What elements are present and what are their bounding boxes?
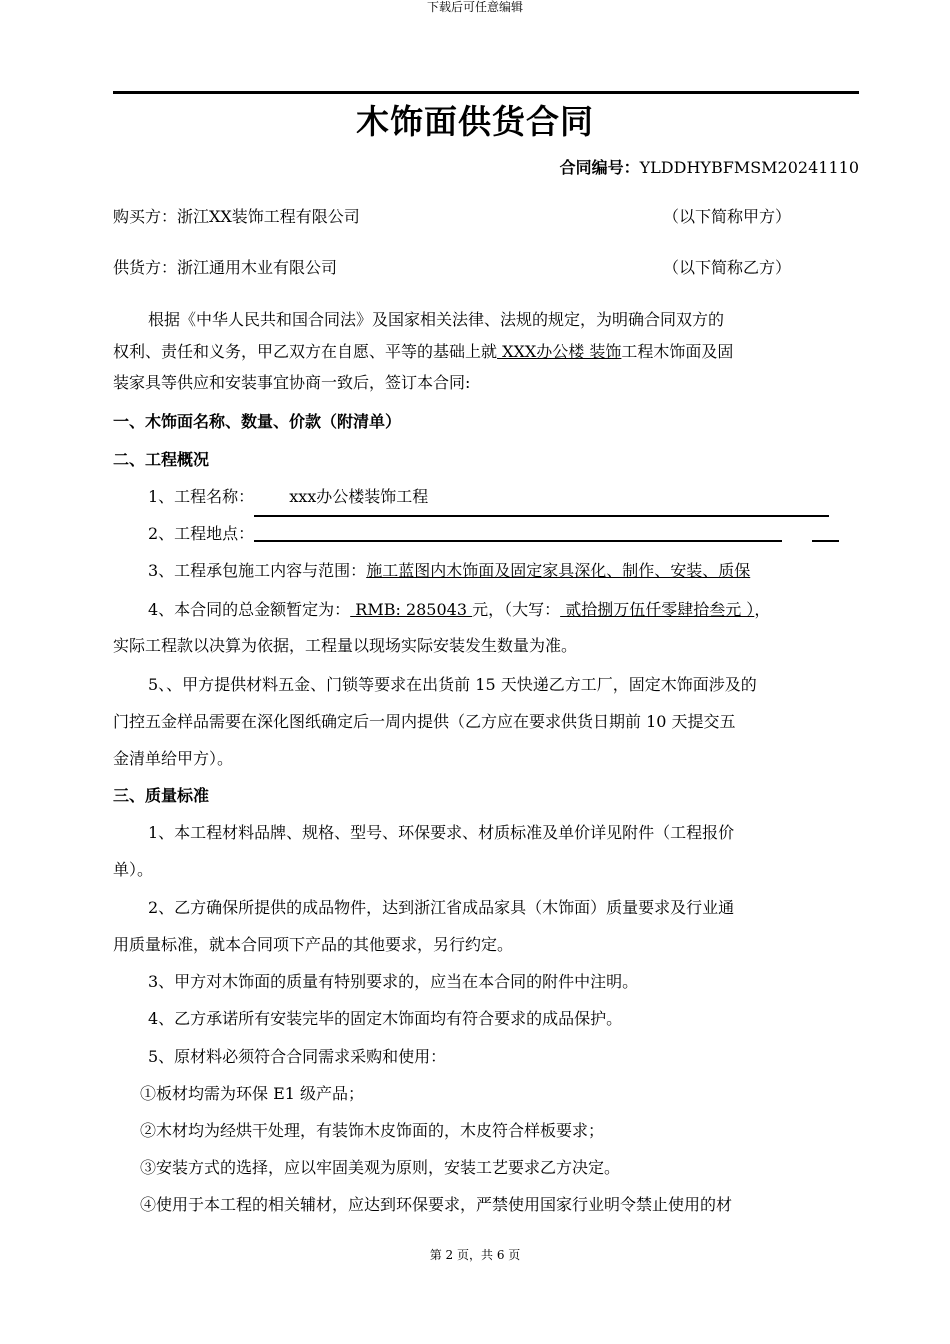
project-name-line [113,478,859,517]
project-site-blank-2 [812,524,839,542]
page-footer: 第 2 页，共 6 页 [429,1248,521,1262]
supplier-line [113,255,859,278]
quality-2-line-1: 2、乙方确保所提供的成品物件，达到浙江省成品家具（木饰面）质量要求及行业通 [148,898,735,917]
project-name-value: xxx办公楼装饰工程 [289,487,429,506]
material-item-1: ①板材均需为环保 E1 级产品； [140,1084,365,1103]
project-site-label: 2、工程地点： [148,524,255,543]
project-name-field [254,478,829,517]
section-2-heading: 二、工程概况 [113,450,210,469]
amount-words: 贰拾捌万伍仟零肆拾叁元 ） [560,600,755,619]
project-site-blank [254,524,782,542]
contract-amount-line [113,591,859,628]
project-scope-label: 3、工程承包施工内容与范围： [148,561,367,580]
material-item-2: ②木材均为经烘干处理，有装饰木皮饰面的，木皮符合样板要求； [140,1121,605,1140]
quality-3: 3、甲方对木饰面的质量有特别要求的，应当在本合同的附件中注明。 [148,972,639,991]
supplier-alias: （以下简称乙方） [663,258,792,277]
project-scope-line [113,552,859,589]
material-item-3: ③安装方式的选择，应以牢固美观为原则，安装工艺要求乙方决定。 [140,1158,621,1177]
quality-2-line-2: 用质量标准，就本合同项下产品的其他要求，另行约定。 [113,935,514,954]
intro-line-3: 装家具等供应和安装事宜协商一致后，签订本合同: [113,373,471,392]
amount-mid: 元，（大写： [472,600,561,619]
quality-4: 4、乙方承诺所有安装完毕的固定木饰面均有符合要求的成品保护。 [148,1009,623,1028]
quality-5: 5、原材料必须符合合同需求采购和使用： [148,1047,447,1066]
amount-end: ， [754,600,771,619]
item-5-line-2: 门控五金样品需要在深化图纸确定后一周内提供（乙方应在要求供货日期前 10 天提交五 [113,712,736,731]
amount-note: 实际工程款以决算为依据，工程量以现场实际安装发生数量为准。 [113,636,578,655]
intro-line-2-end: 工程木饰面及固 [621,342,734,361]
header-note: 下载后可任意编辑 [426,0,523,14]
project-name-inline: XXX办公楼 装饰 [497,342,622,361]
intro-line-1: 根据《中华人民共和国合同法》及国家相关法律、法规的规定，为明确合同双方的 [148,310,725,329]
buyer-text: 购买方：浙江XX装饰工程有限公司 [113,207,360,226]
amount-rmb: RMB: 285043 [350,600,473,619]
quality-1-line-2: 单）。 [113,860,154,879]
buyer-alias: （以下简称甲方） [663,207,792,226]
header-rule [113,91,859,94]
item-5-line-1: 5、、甲方提供材料五金、门锁等要求在出货前 15 天快递乙方工厂，固定木饰面涉及的 [148,675,757,694]
contract-number-value: YLDDHYBFMSM20241110 [639,158,859,177]
project-scope-value: 施工蓝图内木饰面及固定家具深化、制作、安装、质保 [366,561,751,580]
project-site-line [113,515,859,552]
quality-1-line-1: 1、本工程材料品牌、规格、型号、环保要求、材质标准及单价详见附件（工程报价 [148,823,735,842]
buyer-line [113,204,859,227]
item-5-line-3: 金清单给甲方）。 [113,749,234,768]
contract-number [560,155,859,178]
document-title: 木饰面供货合同 [356,102,594,141]
contract-number-label: 合同编号： [559,158,640,177]
supplier-text: 供货方：浙江通用木业有限公司 [113,258,338,277]
project-name-label: 1、工程名称： [148,487,255,506]
amount-label: 4、本合同的总金额暂定为： [148,600,351,619]
section-3-heading: 三、质量标准 [113,786,210,805]
material-item-4: ④使用于本工程的相关辅材，应达到环保要求，严禁使用国家行业明令禁止使用的材 [140,1195,733,1214]
section-1-heading: 一、木饰面名称、数量、价款（附清单） [113,412,402,431]
intro-line-2-text: 权利、责任和义务，甲乙双方在自愿、平等的基础上就 [113,342,498,361]
